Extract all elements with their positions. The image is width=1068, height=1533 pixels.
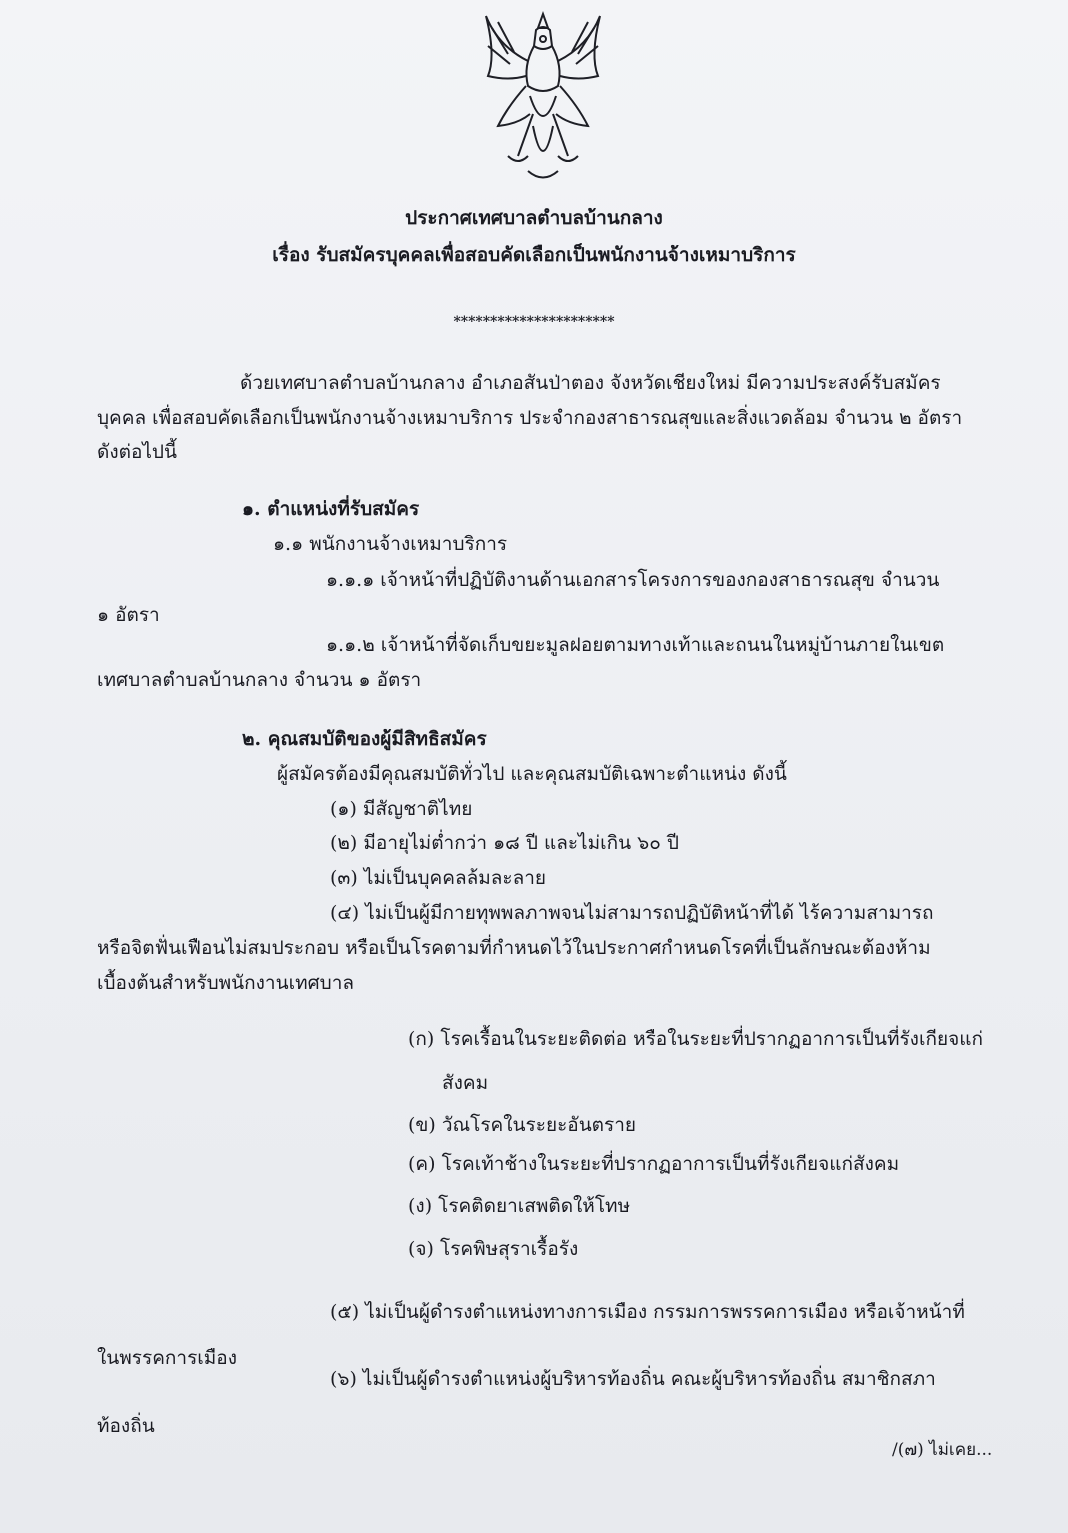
qualification-5-line-1: (๕) ไม่เป็นผู้ดำรงตำแหน่งทางการเมือง กรรมการพรรคการเมือง หรือเจ้าหน้าที่ (330, 1301, 965, 1323)
qualification-5-line-2: ในพรรคการเมือง (97, 1347, 237, 1369)
garuda-emblem-icon (478, 6, 608, 186)
continued-marker: /(๗) ไม่เคย... (892, 1440, 993, 1460)
qualification-4-line-3: เบื้องต้นสำหรับพนักงานเทศบาล (97, 972, 355, 994)
position-1-line-1: ๑.๑.๑ เจ้าหน้าที่ปฏิบัติงานด้านเอกสารโครงการของกองสาธารณสุข จำนวน (326, 569, 940, 591)
intro-line-2: บุคคล เพื่อสอบคัดเลือกเป็นพนักงานจ้างเหมาบริการ ประจำกองสาธารณสุขและสิ่งแวดล้อม จำนวน ๒ อัตรา (97, 407, 963, 429)
qualification-4-line-1: (๔) ไม่เป็นผู้มีกายทุพพลภาพจนไม่สามารถปฏิบัติหน้าที่ได้ ไร้ความสามารถ (330, 902, 934, 924)
disease-a-line-1: (ก) โรคเรื้อนในระยะติดต่อ หรือในระยะที่ปรากฏอาการเป็นที่รังเกียจแก่ (408, 1028, 983, 1050)
disease-e: (จ) โรคพิษสุราเรื้อรัง (408, 1238, 579, 1260)
section-1-heading: ๑. ตำแหน่งที่รับสมัคร (242, 498, 420, 520)
qualification-6-line-2: ท้องถิ่น (97, 1415, 155, 1437)
section-2-intro: ผู้สมัครต้องมีคุณสมบัติทั่วไป และคุณสมบัติเฉพาะตำแหน่ง ดังนี้ (277, 763, 787, 785)
document-title: ประกาศเทศบาลตำบลบ้านกลาง (405, 207, 663, 229)
disease-a-line-2: สังคม (442, 1072, 489, 1094)
section-1-subheading: ๑.๑ พนักงานจ้างเหมาบริการ (273, 533, 508, 555)
intro-line-1: ด้วยเทศบาลตำบลบ้านกลาง อำเภอสันป่าตอง จังหวัดเชียงใหม่ มีความประสงค์รับสมัคร (240, 372, 941, 394)
qualification-3: (๓) ไม่เป็นบุคคลล้มละลาย (330, 867, 547, 889)
position-2-line-2: เทศบาลตำบลบ้านกลาง จำนวน ๑ อัตรา (97, 669, 422, 691)
qualification-2: (๒) มีอายุไม่ต่ำกว่า ๑๘ ปี และไม่เกิน ๖๐ ปี (330, 832, 679, 854)
position-1-line-2: ๑ อัตรา (97, 604, 160, 626)
separator-line: ********************** (453, 314, 615, 330)
qualification-6-line-1: (๖) ไม่เป็นผู้ดำรงตำแหน่งผู้บริหารท้องถิ่น คณะผู้บริหารท้องถิ่น สมาชิกสภา (330, 1368, 936, 1390)
disease-c: (ค) โรคเท้าช้างในระยะที่ปรากฏอาการเป็นที่รังเกียจแก่สังคม (408, 1153, 900, 1175)
qualification-1: (๑) มีสัญชาติไทย (330, 798, 473, 820)
document-subject: เรื่อง รับสมัครบุคคลเพื่อสอบคัดเลือกเป็นพนักงานจ้างเหมาบริการ (272, 244, 796, 266)
section-2-heading: ๒. คุณสมบัติของผู้มีสิทธิสมัคร (242, 728, 487, 750)
disease-b: (ข) วัณโรคในระยะอันตราย (408, 1114, 637, 1136)
qualification-4-line-2: หรือจิตฟั่นเฟือนไม่สมประกอบ หรือเป็นโรคตามที่กำหนดไว้ในประกาศกำหนดโรคที่เป็นลักษณะต้องห้าม (97, 937, 931, 959)
intro-line-3: ดังต่อไปนี้ (97, 441, 177, 463)
disease-d: (ง) โรคติดยาเสพติดให้โทษ (408, 1195, 631, 1217)
position-2-line-1: ๑.๑.๒ เจ้าหน้าที่จัดเก็บขยะมูลฝอยตามทางเท้าและถนนในหมู่บ้านภายในเขต (326, 634, 945, 656)
